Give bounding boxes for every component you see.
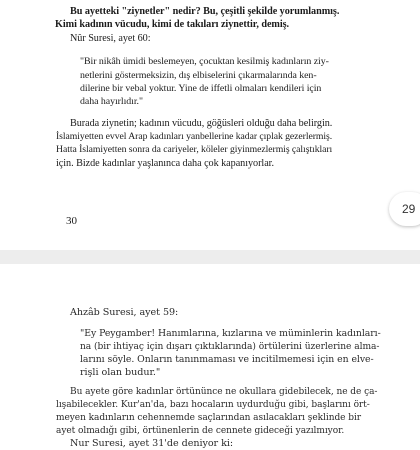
text-line: meyen kadınların cehennemde saçlarından asılacakları şeklinde bir — [56, 413, 362, 423]
text-line: Hatta İslamiyetten sonra da cariyeler, köleler giyinmezlermiş çalıştıkları — [56, 144, 333, 155]
text-line: Ahzâb Suresi, ayet 59: — [70, 307, 179, 318]
quote-line: "Bir nikâh ümidi beslemeyen, çocuktan kesilmiş kadınların ziy- — [80, 56, 329, 67]
page-separator — [0, 250, 420, 264]
text-line: Nur Suresi, ayet 31'de deniyor ki: — [70, 438, 234, 449]
quote-line: netlerini göstermeksizin, dış elbiselerini çıkarmalarında ken- — [80, 70, 317, 81]
quote-line: larını söyle. Onların tanınmaması ve incitilmemesi için en elve- — [80, 354, 374, 365]
quote-line: dilerine bir vebal yoktur. Yine de iffetli olmaları kendileri için — [80, 83, 322, 94]
page-number: 30 — [66, 215, 77, 227]
text-line: ayet olmadığı gibi, örtünenlerin de cennete gideceği yazılmıyor. — [56, 426, 345, 436]
text-line: için. Bizde kadınlar yaşlanınca daha çok kapanıyorlar. — [56, 158, 274, 169]
text-line: Kimi kadının vücudu, kimi de takıları ziynettir, demiş. — [55, 19, 290, 30]
text-line: Bu ayete göre kadınlar örtününce ne okullara gidebilecek, ne de ça- — [70, 387, 378, 397]
text-line: Bu ayetteki "ziynetler" nedir? Bu, çeşitli şekilde yorumlanmış. — [70, 6, 340, 17]
page-indicator-badge — [389, 192, 420, 226]
quote-line: daha hayırlıdır." — [80, 96, 143, 107]
text-line: İslamiyetten evvel Arap kadınları yanbellerine kadar çıplak gezerlermiş. — [56, 131, 333, 142]
quote-line: na (bir ihtiyaç için dışarı çıktıklarında) örtülerini üzerlerine alma- — [80, 342, 380, 352]
quote-line: rişli olan budur." — [80, 367, 161, 378]
book-page-31 — [0, 264, 420, 449]
page-indicator-label: 29 — [402, 202, 416, 216]
text-line: Nûr Suresi, ayet 60: — [70, 33, 151, 44]
text-line: lışabilecekler. Kur'an'da, bazı hocaların uydurduğu gibi, başlarını ört- — [56, 400, 370, 410]
quote-line: "Ey Peygamber! Hanımlarına, kızlarına ve müminlerin kadınları- — [80, 328, 381, 339]
text-line: Burada ziynetin; kadının vücudu, göğüsleri olduğu daha belirgin. — [70, 118, 333, 129]
